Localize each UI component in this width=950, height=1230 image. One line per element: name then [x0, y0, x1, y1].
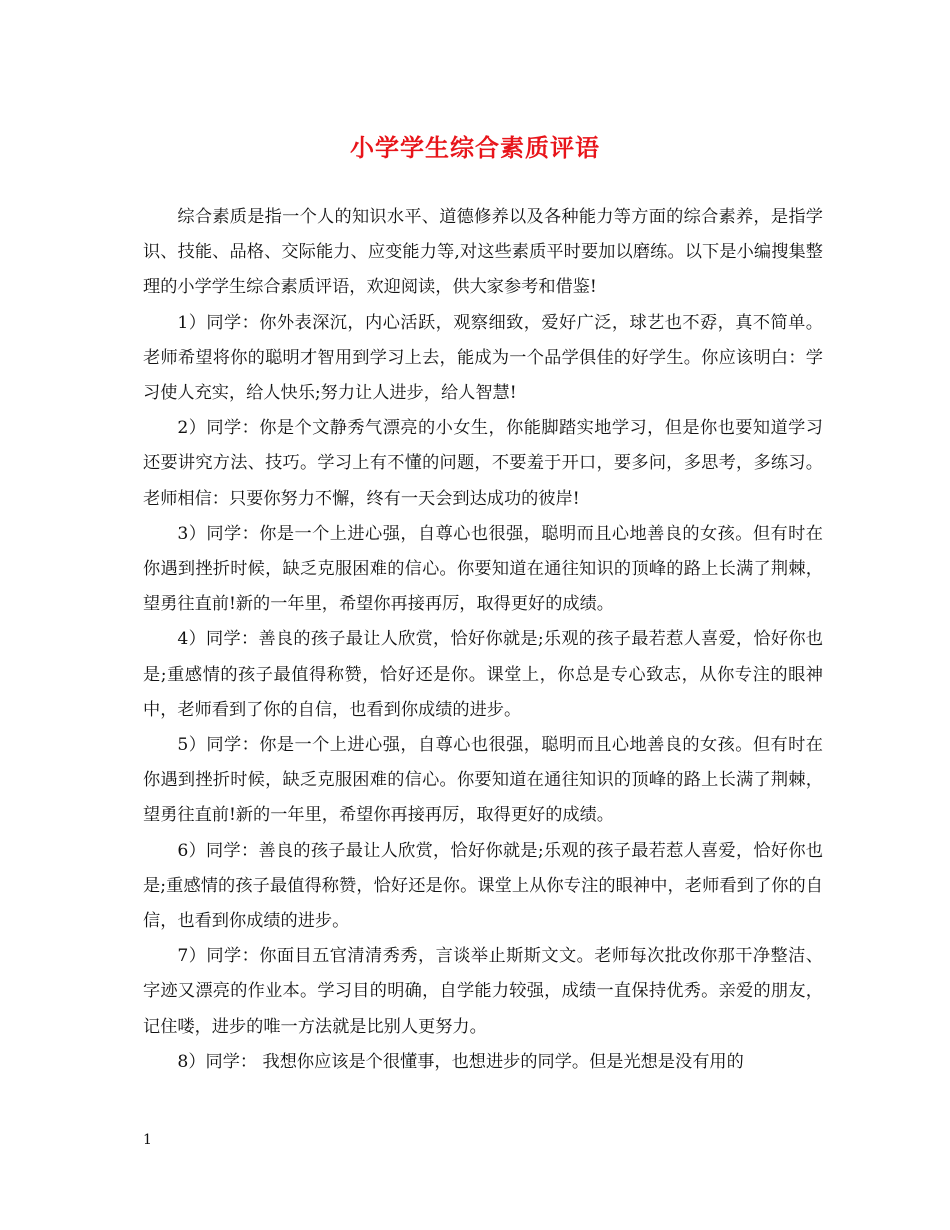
paragraph-comment-4: 4）同学：善良的孩子最让人欣赏，恰好你就是;乐观的孩子最若惹人喜爱，恰好你也是;重感情的孩子最值得称赞，恰好还是你。课堂上，你总是专心致志，从你专注的眼神中，老师看到了你的自信，也看到你成绩的进步。	[143, 629, 823, 720]
paragraph-intro: 综合素质是指一个人的知识水平、道德修养以及各种能力等方面的综合素养，是指学识、技能、品格、交际能力、应变能力等,对这些素质平时要加以磨练。以下是小编搜集整理的小学学生综合素质评语，欢迎阅读，供大家参考和借鉴!	[143, 207, 823, 298]
document-body	[143, 200, 823, 1080]
paragraph-comment-5: 5）同学：你是一个上进心强，自尊心也很强，聪明而且心地善良的女孩。但有时在你遇到挫折时候，缺乏克服困难的信心。你要知道在通往知识的顶峰的路上长满了荆棘，望勇往直前!新的一年里，希望你再接再厉，取得更好的成绩。	[143, 735, 823, 826]
paragraph-comment-7: 7）同学：你面目五官清清秀秀，言谈举止斯斯文文。老师每次批改你那干净整洁、字迹又漂亮的作业本。学习目的明确，自学能力较强，成绩一直保持优秀。亲爱的朋友，记住喽，进步的唯一方法就是比别人更努力。	[143, 946, 823, 1037]
paragraph-comment-1: 1）同学：你外表深沉，内心活跃，观察细致，爱好广泛，球艺也不孬，真不简单。老师希望将你的聪明才智用到学习上去，能成为一个品学俱佳的好学生。你应该明白：学习使人充实，给人快乐;努力让人进步，给人智慧!	[143, 312, 823, 404]
paragraph-comment-2: 2）同学：你是个文静秀气漂亮的小女生，你能脚踏实地学习，但是你也要知道学习还要讲究方法、技巧。学习上有不懂的问题，不要羞于开口，要多问，多思考，多练习。老师相信：只要你努力不懈，终有一天会到达成功的彼岸!	[143, 418, 823, 509]
paragraph-comment-3: 3）同学：你是一个上进心强，自尊心也很强，聪明而且心地善良的女孩。但有时在你遇到挫折时候，缺乏克服困难的信心。你要知道在通往知识的顶峰的路上长满了荆棘，望勇往直前!新的一年里，希望你再接再厉，取得更好的成绩。	[143, 523, 823, 615]
document-title: 小学学生综合素质评语	[350, 133, 600, 162]
paragraph-comment-8: 8）同学： 我想你应该是个很懂事，也想进步的同学。但是光想是没有用的	[177, 1051, 744, 1072]
paragraph-comment-6: 6）同学：善良的孩子最让人欣赏，恰好你就是;乐观的孩子最若惹人喜爱，恰好你也是;重感情的孩子最值得称赞，恰好还是你。课堂上从你专注的眼神中，老师看到了你的自信，也看到你成绩的进步。	[143, 840, 823, 932]
page-number: 1	[143, 1132, 152, 1148]
